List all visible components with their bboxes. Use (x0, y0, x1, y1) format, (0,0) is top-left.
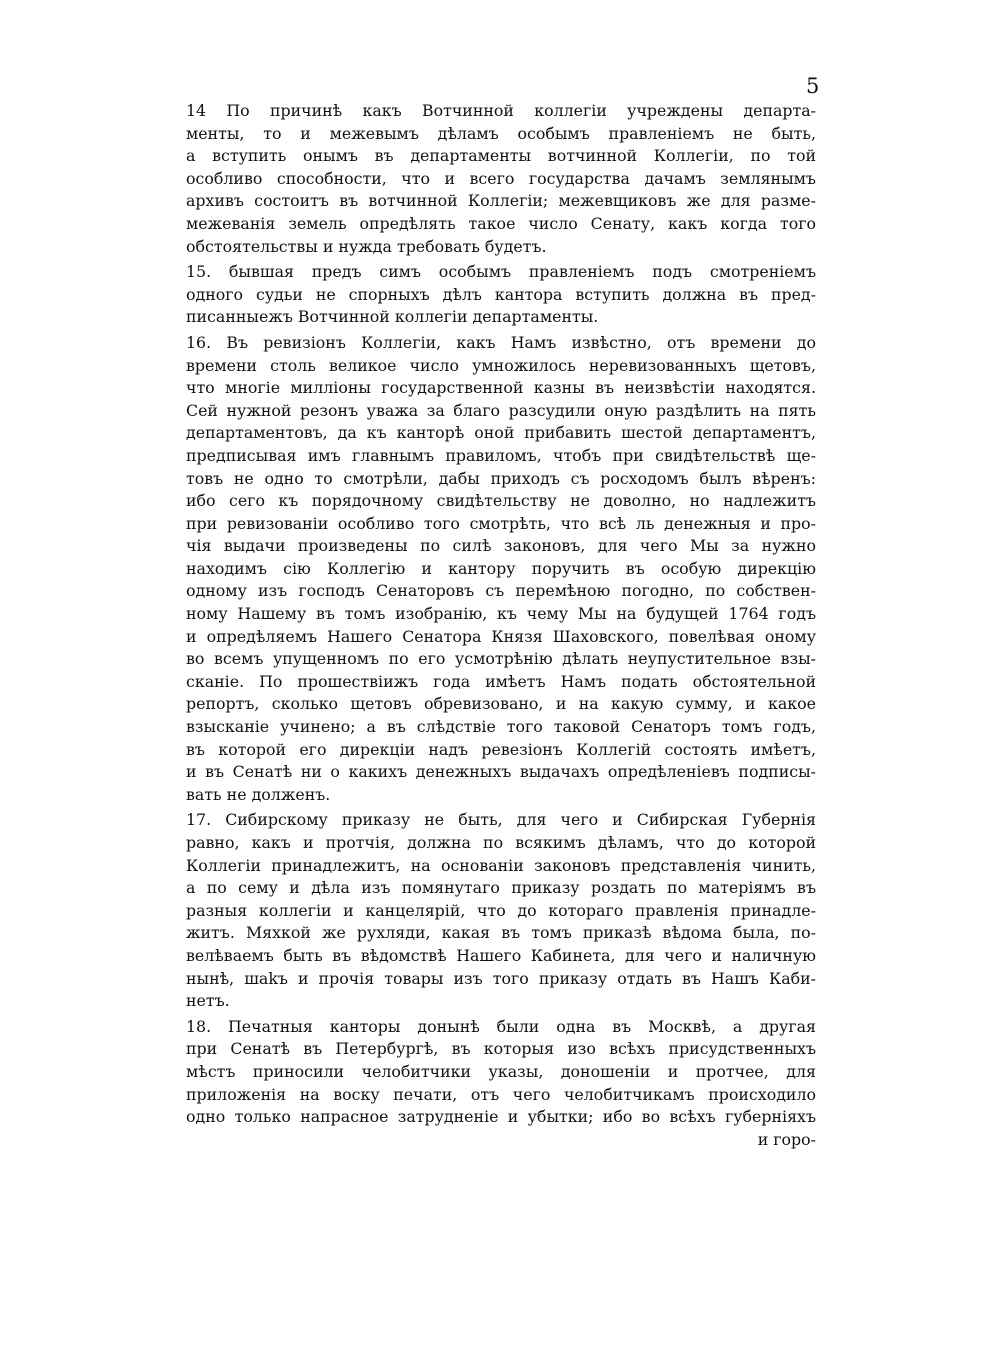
text-line: межеванія земель опредѣлять такое число Сенату, какъ когда того (186, 213, 816, 233)
catchword: и горо- (757, 1129, 816, 1149)
text-line: 14 По причинѣ какъ Вотчинной коллегіи учреждены департа- (186, 101, 816, 120)
text-line: обстоятельствы и нужда требовать будетъ. (186, 236, 547, 256)
text-line: мѣстъ приносили челобитчики указы, доношеніи и протчее, для (186, 1061, 816, 1081)
document-body (186, 100, 816, 1154)
text-line: менты, то и межевымъ дѣламъ особымъ правленіемъ не быть, (186, 123, 816, 143)
paragraph-15 (186, 261, 816, 329)
text-line: одно только напрасное затрудненіе и убытки; ибо во всѣхъ губерніяхъ (186, 1107, 816, 1127)
text-line: департаментовъ, да къ канторѣ оной прибавить шестой департаментъ, (186, 423, 816, 443)
text-line: а вступить онымъ въ департаменты вотчинной Коллегіи, по той (186, 146, 816, 166)
text-line: сканіе. По прошествіижъ года имѣетъ Намъ подать обстоятельной (186, 671, 816, 691)
text-line: нынѣ, шаkъ и прочія товары изъ того приказу отдать въ Нашъ Каби- (186, 968, 816, 988)
text-line: во всемъ упущенномъ по его усмотрѣнію дѣлать неупустительное взы- (186, 649, 816, 669)
text-line: разныя коллегіи и канцелярій, что до котораго правленія принадле- (186, 900, 816, 920)
paragraph-14 (186, 100, 816, 258)
text-line: приложенія на воску печати, отъ чего челобитчикамъ происходило (186, 1084, 816, 1104)
text-line: писанныежъ Вотчинной коллегіи департаменты. (186, 307, 599, 327)
text-line: чія выдачи произведены по силѣ законовъ, для чего Мы за нужно (186, 536, 816, 556)
paragraph-17 (186, 809, 816, 1012)
text-line: Сей нужной резонъ уважа за благо разсудили оную раздѣлить на пять (186, 400, 816, 420)
text-line: предписывая имъ главнымъ правиломъ, чтобъ при свидѣтельствѣ ще- (186, 445, 816, 465)
text-line: репортъ, сколько щетовъ обревизовано, и на какую сумму, и какое (186, 694, 816, 714)
text-line: архивъ состоитъ въ вотчинной Коллегіи; межевщиковъ же для разме- (186, 191, 816, 211)
text-line: велѣваемъ быть въ вѣдомствѣ Нашего Кабинета, для чего и наличную (186, 945, 816, 965)
paragraph-16 (186, 332, 816, 806)
text-line: ному Нашему въ томъ изобранію, къ чему Мы на будущей 1764 годъ (186, 604, 816, 624)
text-line: 16. Въ ревизіонъ Коллегіи, какъ Намъ извѣстно, отъ времени до (186, 332, 816, 352)
text-line: 18. Печатныя канторы донынѣ были одна въ Москвѣ, а другая (186, 1016, 816, 1036)
text-line: находимъ сію Коллегію и кантору поручить въ особую дирекцію (186, 558, 816, 578)
text-line: 17. Сибирскому приказу не быть, для чего и Сибирская Губернія (186, 810, 816, 830)
text-line: житъ. Мяхкой же рухляди, какая въ томъ приказѣ вѣдома была, по- (186, 923, 816, 943)
text-line: одного судьи не спорныхъ дѣлъ кантора вступить должна въ пред- (186, 284, 816, 304)
text-line: въ которой его дирекціи надъ ревезіонъ Коллегій состоять имѣетъ, (186, 739, 816, 759)
text-line: а по сему и дѣла изъ помянутаго приказу роздать по матеріямъ въ (186, 878, 816, 898)
text-line: равно, какъ и протчія, должна по всякимъ дѣламъ, что до которой (186, 833, 816, 852)
page-number: 5 (806, 74, 820, 98)
text-line: при Сенатѣ въ Петербургѣ, въ которыя изо всѣхъ присудственныхъ (186, 1039, 816, 1059)
text-line: одному изъ господъ Сенаторовъ съ перемѣною погодно, по собствен- (186, 581, 816, 601)
text-line: Коллегіи принадлежитъ, на основаніи законовъ представленія чинить, (186, 855, 816, 875)
text-line: 15. бывшая предъ симъ особымъ правленіемъ подъ смотреніемъ (186, 262, 816, 282)
text-line: взысканіе учинено; а въ слѣдствіе того таковой Сенаторъ томъ годъ, (186, 717, 816, 737)
text-line: что многіе милліоны государственной казны въ неизвѣстіи находятся. (186, 378, 816, 398)
text-line: нетъ. (186, 991, 230, 1011)
text-line: ибо сего къ порядочному свидѣтельству не доволно, но надлежитъ (186, 491, 816, 511)
text-line: особливо способности, что и всего государства дачамъ землянымъ (186, 168, 816, 188)
text-line: товъ не одно то смотрѣли, дабы приходъ съ росходомъ былъ вѣренъ: (186, 468, 816, 488)
paragraph-18 (186, 1016, 816, 1152)
text-line: и въ Сенатѣ ни о какихъ денежныхъ выдачахъ опредѣленіевъ подписы- (186, 762, 816, 782)
text-line: и опредѣляемъ Нашего Сенатора Князя Шаховского, повелѣвая оному (186, 626, 816, 646)
text-line: времени столь великое число умножилось неревизованныхъ щетовъ, (186, 355, 816, 375)
text-line: при ревизованіи особливо того смотрѣть, что всѣ ль денежныя и про- (186, 513, 816, 533)
text-line: вать не долженъ. (186, 784, 331, 804)
